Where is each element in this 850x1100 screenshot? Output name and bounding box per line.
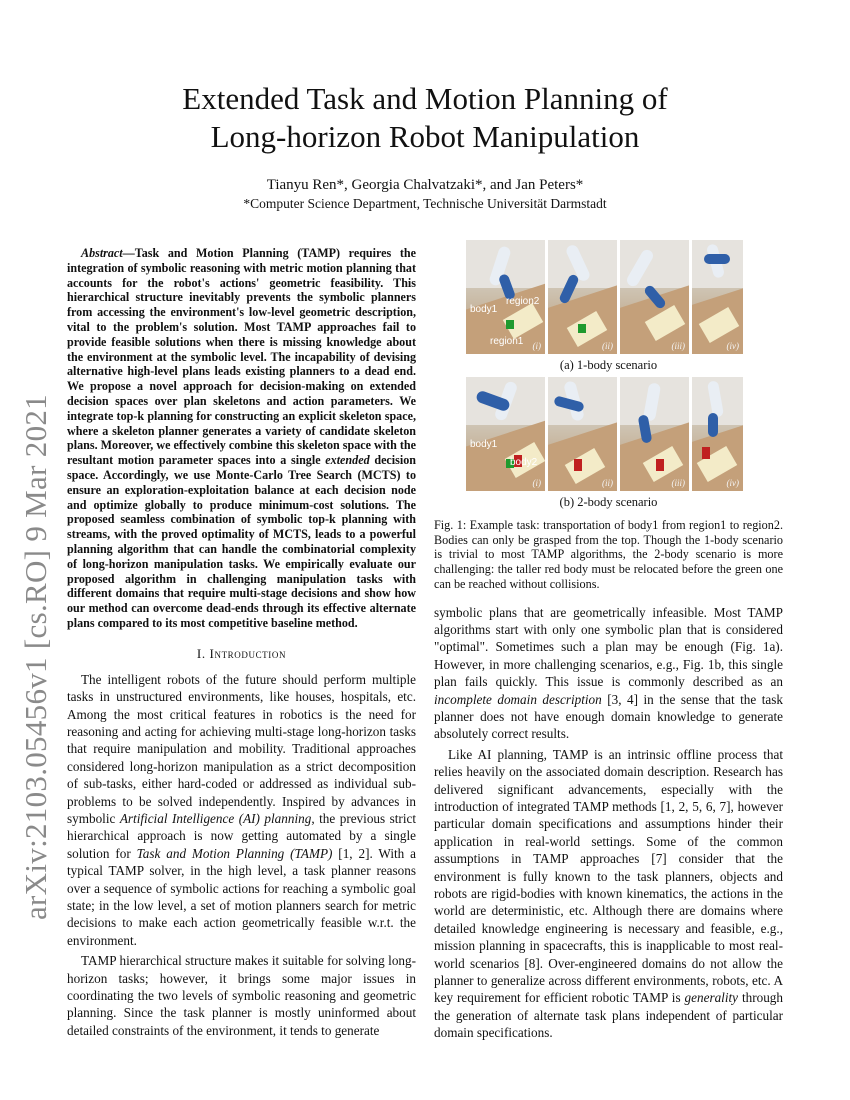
intro-p1-text-a: The intelligent robots of the future should perform multiple tasks in unstructured environments, like houses, hospitals, etc. Among the most critical features in robotics is the need for reasoning and acting for achieving multi-stage long-horizon tasks that require manipulation and mobility. Traditional approaches considered long-horizon manipulation as a strict decomposition of sub-tasks, either hard-coded or addressed as individual sub-problems to be solved independently. Inspired by advances in symbolic	[67, 671, 416, 826]
abstract-text-b: decision space. Accordingly, we use Monte-Carlo Tree Search (MCTS) to ensure an exploration-exploitation balance at each decision node and optimize globally to produce minimum-cost solutions. The proposed seamless combination of symbolic top-k planning with streams, with the proved optimality of MCTS, leads to a powerful planning algorithm that can handle the combinatorial complexity of long-horizon manipulation tasks. We empirically evaluate our proposed algorithm in challenging manipulation tasks with different domains that require multi-stage decisions and show how our method can overcome dead-ends through its effective alternate plans compared to its most competitive baseline method.	[67, 453, 416, 630]
panel-label-b4: (iv)	[726, 478, 739, 488]
title-line-1: Extended Task and Motion Planning of	[182, 81, 668, 116]
figure-caption: Fig. 1: Example task: transportation of body1 from region1 to region2. Bodies can only be grasped from the top. Though the 1-body scenario is trivial to most TAMP algorithms, the 2-body scenario is more challenging: the taller red body must be relocated before the green one can be reached without collisions.	[434, 518, 783, 591]
figure-panel-b3	[620, 377, 689, 491]
arxiv-side-stamp: arXiv:2103.05456v1 [cs.RO] 9 Mar 2021	[18, 394, 53, 920]
tag-body1: body1	[470, 304, 498, 315]
panel-label-b2: (ii)	[602, 478, 613, 488]
panel-label-a4: (iv)	[726, 341, 739, 351]
panel-label-a3: (iii)	[671, 341, 685, 351]
figure-panel-b4	[692, 377, 743, 491]
author-list: Tianyu Ren*, Georgia Chalvatzaki*, and Jan Peters*	[266, 177, 584, 193]
affiliation: *Computer Science Department, Technische Universität Darmstadt	[243, 196, 607, 211]
tag-body1-b: body1	[470, 439, 498, 450]
intro-p1-emphasis-1: Artificial Intelligence (AI) planning	[119, 810, 312, 826]
panel-label-a2: (ii)	[602, 341, 613, 351]
tag-region1: region1	[490, 336, 524, 347]
paper-title	[0, 80, 850, 156]
left-column	[67, 246, 416, 1039]
figure-panel-b2	[548, 377, 617, 491]
intro-p4-emphasis: generality	[684, 990, 739, 1006]
intro-paragraph-1	[67, 671, 416, 950]
abstract-text-a: —Task and Motion Planning (TAMP) requires the integration of symbolic reasoning with metric motion planning that accounts for the robot's actions' geometric feasibility. This hierarchical structure inevitably prevents the symbolic planners from accessing the environment's low-level geometric description, vital to the problem's solution. Most TAMP approaches fail to provide feasible solutions when there is missing knowledge about the environment at the symbolic level. The incapability of devising alternative high-level plans leads existing planners to a dead end. We propose a novel approach for decision-making on extended decision spaces over plan skeletons and action parameters. We integrate top-k planning for constructing an explicit skeleton space, where a skeleton planner generates a variety of candidate skeleton plans. Moreover, we effectively combine this skeleton space with the resultant motion parameter spaces into a single	[67, 246, 416, 468]
subcaption-a: (a) 1-body scenario	[559, 358, 658, 372]
subcaption-b: (b) 2-body scenario	[559, 495, 658, 509]
section-heading-introduction: I. Introduction	[196, 645, 287, 661]
intro-p4-text-a: Like AI planning, TAMP is an intrinsic offline process that relies heavily on the associated domain description. Research has delivered significant advancements, especially with the introduction of integrated TAMP methods [1, 2, 5, 6, 7], however particular domain specifications and assumptions hinder their application in real-world settings. Some of the common assumptions in TAMP approaches [7] consider that the environment is fully known to the task planners, objects and robots are rigid-bodies with known kinematics, the actions in the world are deterministic, etc. Although there are domains where detailed knowledge engineering is necessary and feasible, e.g., mission planning in spacecrafts, this is inapplicable to most real-world scenarios [8]. Over-engineered domains do not allow the planner to generalize across different environments, robots, etc. A key requirement for efficient robotic TAMP is	[434, 746, 783, 1006]
figure-panel-b1	[466, 377, 545, 491]
abstract	[67, 246, 416, 631]
intro-paragraph-4	[434, 746, 783, 1042]
figure-row-a	[434, 240, 783, 356]
tag-body2: body2	[510, 457, 538, 468]
figure-row-b	[434, 377, 783, 493]
figure-panel-a1	[466, 240, 545, 354]
intro-p3-emphasis: incomplete domain description	[434, 691, 602, 707]
intro-paragraph-3	[434, 604, 783, 743]
figure-1	[434, 240, 783, 592]
right-column	[434, 240, 783, 1042]
panel-label-a1: (i)	[532, 341, 541, 351]
intro-p4-text-b: through the generation of alternate task plans independent of particular domain specifications.	[434, 990, 783, 1041]
abstract-emphasis: extended	[325, 453, 370, 468]
abstract-label: Abstract	[81, 246, 123, 260]
intro-p1-emphasis-2: Task and Motion Planning (TAMP)	[136, 845, 333, 861]
intro-p1-text-c: [1, 2]. With a typical TAMP solver, in the high level, a task planner reasons over a sequence of symbolic actions for reaching a symbolic goal state; in the low level, a set of motion planners search for metric decisions to make each action geometrically feasible w.r.t. the environment.	[67, 845, 416, 948]
intro-p3-text-a: symbolic plans that are geometrically infeasible. Most TAMP algorithms start with only one symbolic plan that is considered "optimal". Sometimes such a plan may be enough (Fig. 1a). However, in more challenging scenarios, e.g., Fig. 1b, this single plan fails quickly. This issue is commonly described as an	[434, 604, 783, 690]
title-line-2: Long-horizon Robot Manipulation	[210, 119, 640, 154]
figure-panel-a3	[620, 240, 689, 354]
intro-paragraph-2: TAMP hierarchical structure makes it suitable for solving long-horizon tasks; however, it brings some major issues in coordinating the two levels of symbolic reasoning and geometric planning. Since the task planner is mostly uninformed about detailed constraints of the environment, it tends to generate	[67, 953, 416, 1038]
intro-p1-text-b: , the previous strict hierarchical approach is now getting automated by a single solution for	[67, 810, 417, 861]
intro-p3-text-b: [3, 4] in the sense that the task planner does not have enough domain knowledge to generate absolutely correct results.	[434, 691, 783, 742]
figure-panel-a2	[548, 240, 617, 354]
panel-label-b3: (iii)	[671, 478, 685, 488]
tag-region2: region2	[506, 296, 540, 307]
panel-label-b1: (i)	[532, 478, 541, 488]
figure-panel-a4	[692, 240, 743, 354]
